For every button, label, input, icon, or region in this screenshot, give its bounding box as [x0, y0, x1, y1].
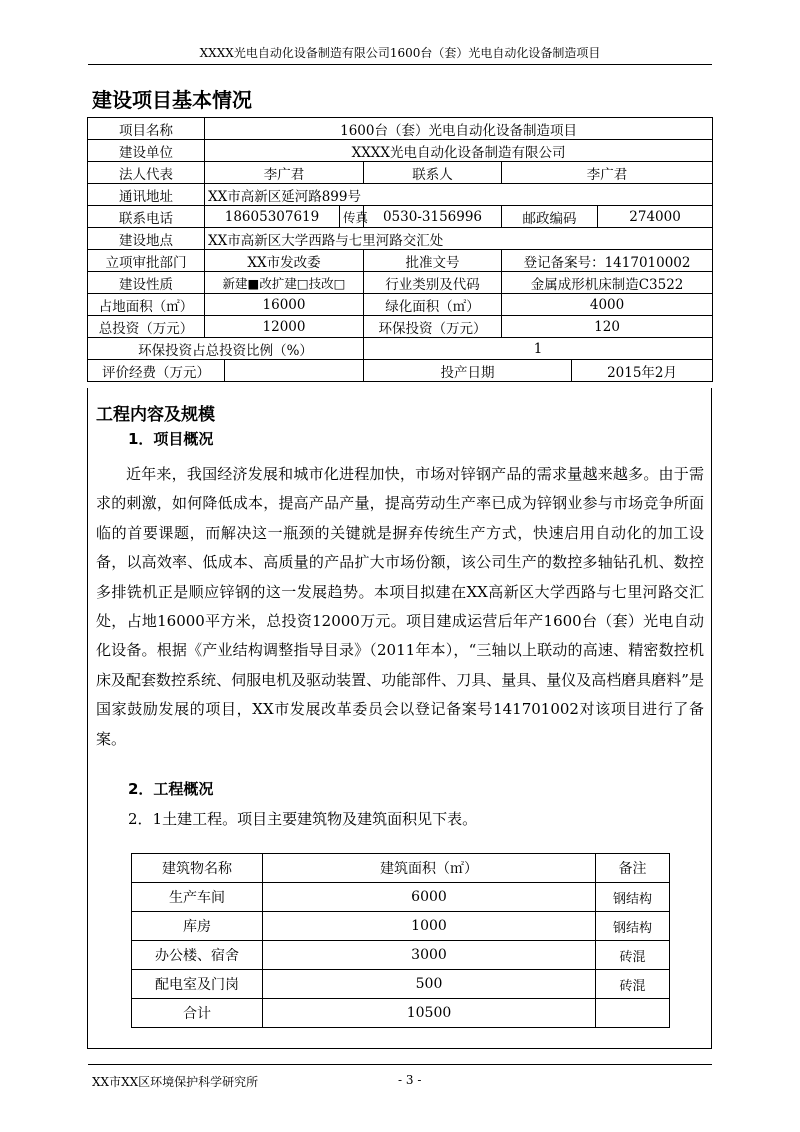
production-date-label: 投产日期 — [364, 360, 572, 382]
green-area-value: 4000 — [502, 294, 713, 316]
building-note: 钢结构 — [596, 883, 670, 912]
site-label: 建设地点 — [88, 228, 205, 250]
approval-no-label: 批准文号 — [364, 250, 502, 272]
env-investment-value: 120 — [502, 316, 713, 338]
building-note: 钢结构 — [596, 912, 670, 941]
table-row — [132, 883, 670, 912]
footer-organization: XX市XX区环境保护科学研究所 — [92, 1075, 259, 1089]
project-name-label: 项目名称 — [88, 118, 205, 140]
approval-dept-value: XX市发改委 — [205, 250, 364, 272]
phone-value: 18605307619 — [205, 206, 340, 228]
header-building-name: 建筑物名称 — [132, 854, 263, 883]
env-ratio-label: 环保投资占总投资比例（%） — [88, 338, 364, 360]
table-row — [88, 316, 713, 338]
building-area: 500 — [263, 970, 596, 999]
legal-rep-value: 李广君 — [205, 162, 364, 184]
subsection-title-engineering: 2．工程概况 — [128, 780, 214, 798]
project-info-table — [87, 117, 713, 382]
green-area-label: 绿化面积（㎡） — [364, 294, 502, 316]
building-area: 6000 — [263, 883, 596, 912]
unit-value: XXXX光电自动化设备制造有限公司 — [205, 140, 713, 162]
eval-fee-value — [225, 360, 364, 382]
env-ratio-value: 1 — [364, 338, 713, 360]
address-label: 通讯地址 — [88, 184, 205, 206]
table-row — [88, 272, 713, 294]
industry-value: 金属成形机床制造C3522 — [502, 272, 713, 294]
investment-label: 总投资（万元） — [88, 316, 205, 338]
building-note: 砖混 — [596, 970, 670, 999]
building-name: 配电室及门岗 — [132, 970, 263, 999]
table-row — [88, 360, 713, 382]
table-row — [88, 162, 713, 184]
env-investment-label: 环保投资（万元） — [364, 316, 502, 338]
building-name: 库房 — [132, 912, 263, 941]
table-row — [88, 118, 713, 140]
header-rule — [88, 64, 712, 65]
table-row — [88, 338, 713, 360]
contact-value: 李广君 — [502, 162, 713, 184]
header-building-area: 建筑面积（㎡） — [263, 854, 596, 883]
building-area: 3000 — [263, 941, 596, 970]
table-header-row — [132, 854, 670, 883]
table-row-total — [132, 999, 670, 1028]
running-header: XXXX光电自动化设备制造有限公司1600台（套）光电自动化设备制造项目 — [199, 46, 601, 60]
nature-value: 新建■改扩建□技改□ — [205, 272, 364, 294]
phone-label: 联系电话 — [88, 206, 205, 228]
contact-label: 联系人 — [364, 162, 502, 184]
section-title: 建设项目基本情况 — [92, 88, 252, 112]
building-table — [131, 853, 670, 1028]
fax-label: 传真 — [340, 206, 364, 228]
nature-label: 建设性质 — [88, 272, 205, 294]
land-area-label: 占地面积（㎡） — [88, 294, 205, 316]
approval-no-value: 登记备案号：1417010002 — [502, 250, 713, 272]
address-value: XX市高新区延河路899号 — [205, 184, 713, 206]
legal-rep-label: 法人代表 — [88, 162, 205, 184]
table-row — [88, 140, 713, 162]
table-row — [88, 228, 713, 250]
building-note: 砖混 — [596, 941, 670, 970]
content-title: 工程内容及规模 — [96, 405, 215, 425]
construction-intro: 2．1土建工程。项目主要建筑物及建筑面积见下表。 — [128, 810, 478, 828]
subsection-title-overview: 1．项目概况 — [128, 430, 214, 448]
building-area: 1000 — [263, 912, 596, 941]
fax-value: 0530-3156996 — [364, 206, 502, 228]
land-area-value: 16000 — [205, 294, 364, 316]
total-label: 合计 — [132, 999, 263, 1028]
table-row — [88, 250, 713, 272]
unit-label: 建设单位 — [88, 140, 205, 162]
total-note — [596, 999, 670, 1028]
production-date-value: 2015年2月 — [572, 360, 713, 382]
total-area: 10500 — [263, 999, 596, 1028]
site-value: XX市高新区大学西路与七里河路交汇处 — [205, 228, 713, 250]
table-row — [88, 294, 713, 316]
header-note: 备注 — [596, 854, 670, 883]
table-row — [132, 912, 670, 941]
investment-value: 12000 — [205, 316, 364, 338]
building-name: 办公楼、宿舍 — [132, 941, 263, 970]
project-name: 1600台（套）光电自动化设备制造项目 — [205, 118, 713, 140]
page-number: - 3 - — [398, 1073, 422, 1087]
table-row — [132, 970, 670, 999]
postcode-label: 邮政编码 — [502, 206, 598, 228]
table-row — [132, 941, 670, 970]
footer-rule — [88, 1064, 712, 1065]
building-name: 生产车间 — [132, 883, 263, 912]
approval-dept-label: 立项审批部门 — [88, 250, 205, 272]
postcode-value: 274000 — [598, 206, 713, 228]
table-row — [88, 184, 713, 206]
table-row — [88, 206, 713, 228]
eval-fee-label: 评价经费（万元） — [88, 360, 225, 382]
industry-label: 行业类别及代码 — [364, 272, 502, 294]
overview-paragraph: 近年来，我国经济发展和城市化进程加快，市场对锌钢产品的需求量越来越多。由于需求的刺激，如何降低成本，提高产品产量，提高劳动生产率已成为锌钢业参与市场竞争所面临的首要课题，而解决这一瓶颈的关键就是摒弃传统生产方式，快速启用自动化的加工设备，以高效率、低成本、高质量的产品扩大市场份额，该公司生产的数控多轴钻孔机、数控多排铣机正是顺应锌钢的这一发展趋势。本项目拟建在XX高新区大学西路与七里河路交汇处，占地16000平方米，总投资12000万元。项目建成运营后年产1600台（套）光电自动化设备。根据《产业结构调整指导目录》（2011年本），“三轴以上联动的高速、精密数控机床及配套数控系统、伺服电机及驱动装置、功能部件、刀具、量具、量仪及高档磨具磨料”是国家鼓励发展的项目，XX市发展改革委员会以登记备案号141701002对该项目进行了备案。 — [96, 465, 704, 748]
